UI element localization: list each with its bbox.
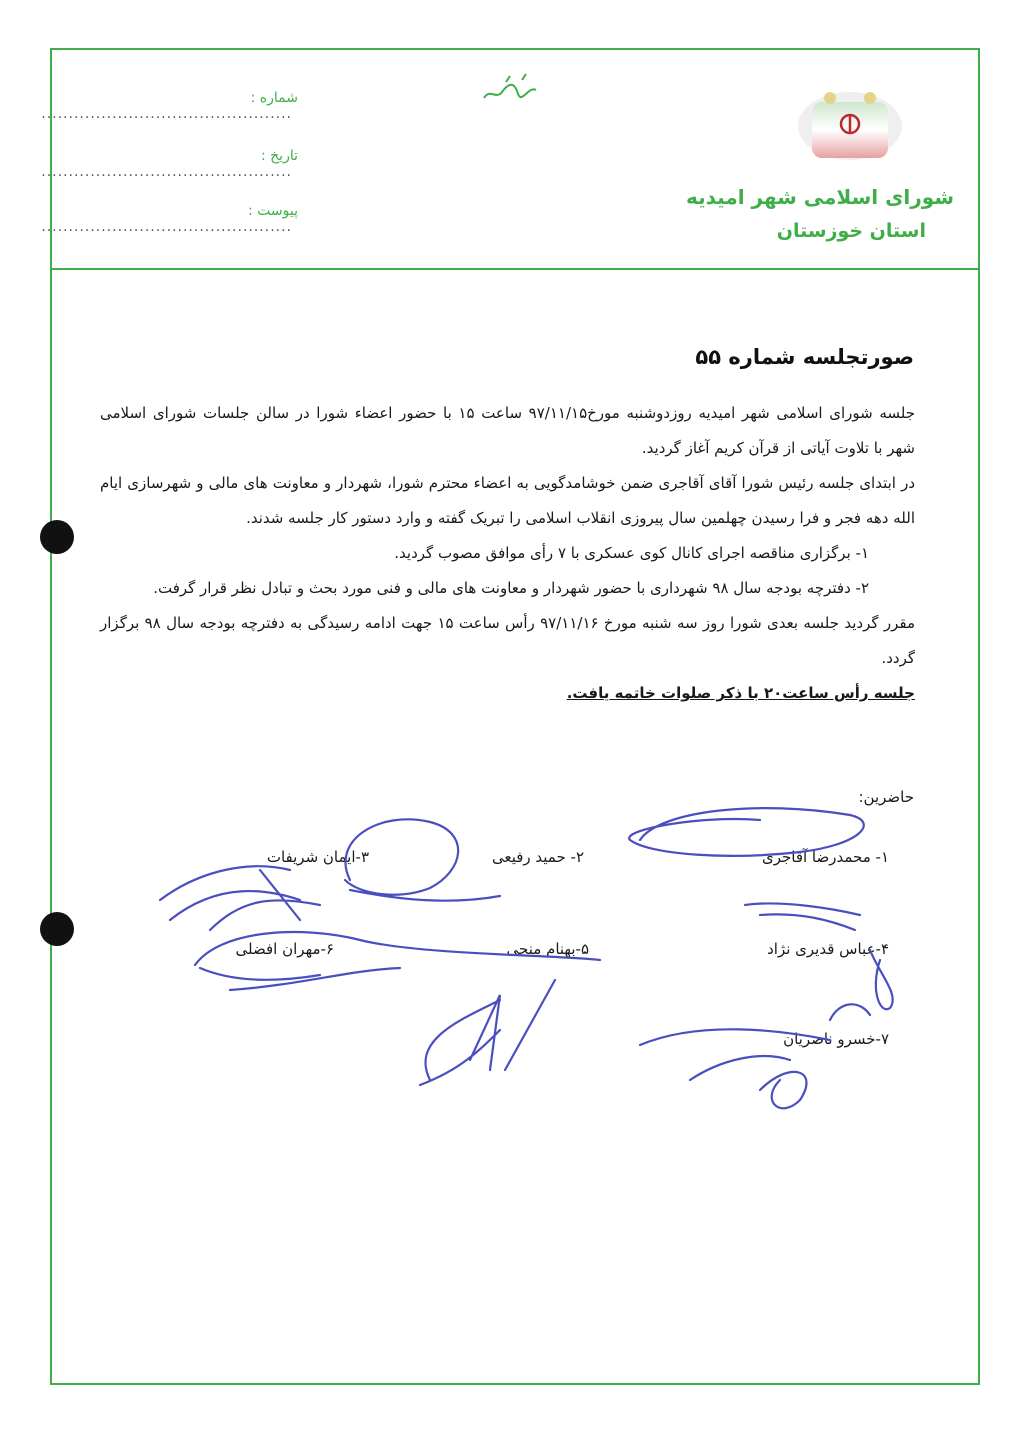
attendee-3: ۳-ایمان شریفات (266, 848, 369, 866)
agenda-item-1: ۱- برگزاری مناقصه اجرای کانال کوی عسکری با ۷ رأی موافق مصوب گردید. (394, 544, 869, 562)
attendee-7: ۷-خسرو ناصریان (783, 1030, 889, 1048)
attendee-2: ۲- حمید رفیعی (491, 848, 584, 866)
document-body (100, 396, 915, 711)
attachment-field (41, 203, 298, 235)
iran-emblem-icon (790, 84, 910, 164)
date-field (41, 148, 298, 180)
document-title: صورتجلسه شماره ۵۵ (695, 345, 914, 369)
attendee-6: ۶-مهران افضلی (235, 940, 334, 958)
attendee-1: ۱- محمدرضا آقاجری (761, 848, 889, 866)
number-label: شماره : (250, 90, 298, 106)
binder-hole (40, 520, 74, 554)
organization-block (686, 180, 954, 248)
attendees-label: حاضرین: (858, 788, 914, 806)
agenda-item-2: ۲- دفترچه بودجه سال ۹۸ شهرداری با حضور شهردار و معاونت های مالی و فنی مورد بحث و تبادل نظر قرار گرفت. (153, 579, 869, 597)
paragraph-introduction: در ابتدای جلسه رئیس شورا آقای آقاجری ضمن خوشامدگویی به اعضاء محترم شورا، شهردار و معاونت های مالی و شهرسازی ایام الله دهه فجر و فرا رسیدن چهلمین سال پیروزی انقلاب اسلامی را تبریک گفته و وارد دستور کار جلسه شدند. (100, 474, 915, 527)
closing-line: جلسه رأس ساعت۲۰ با ذکر صلوات خاتمه یافت. (566, 684, 915, 702)
province-name: استان خوزستان (776, 220, 926, 242)
paragraph-next-session: مقرر گردید جلسه بعدی شورا روز سه شنبه مورخ ۹۷/۱۱/۱۶ رأس ساعت ۱۵ جهت ادامه رسیدگی به دفترچه بودجه سال ۹۸ برگزار گردد. (100, 614, 915, 667)
attachment-dots: .............................................. (41, 219, 292, 235)
number-dots: .............................................. (41, 106, 292, 122)
organization-name: شورای اسلامی شهر امیدیه (685, 185, 954, 209)
binder-hole (40, 912, 74, 946)
header-divider (50, 268, 980, 270)
attendee-5: ۵-بهنام منجی (506, 940, 589, 958)
basmala-calligraphy (476, 70, 546, 110)
attendee-4: ۴-عباس قدیری نژاد (767, 940, 889, 958)
date-label: تاریخ : (260, 148, 298, 164)
date-dots: .............................................. (41, 164, 292, 180)
attachment-label: پیوست : (248, 203, 298, 219)
document-border (50, 48, 980, 1385)
number-field (41, 90, 298, 122)
paragraph-opening: جلسه شورای اسلامی شهر امیدیه روزدوشنبه مورخ۹۷/۱۱/۱۵ ساعت ۱۵ با حضور اعضاء شورا در سالن جلسات شورای اسلامی شهر با تلاوت آیاتی از قرآن کریم آغاز گردید. (100, 404, 915, 457)
